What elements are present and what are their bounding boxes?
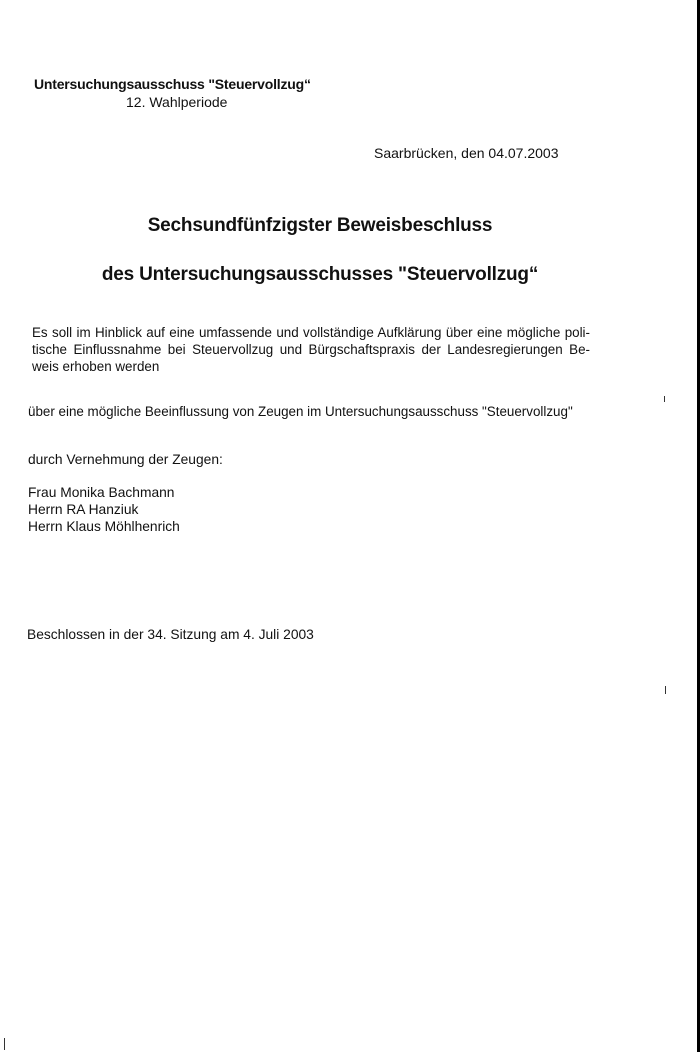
subject-line: über eine mögliche Beeinflussung von Zeugen im Untersuchungsausschuss "Steuervollzug" <box>28 404 573 419</box>
committee-name: Untersuchungsausschuss "Steuervollzug“ <box>34 76 311 92</box>
scan-mark <box>4 1038 5 1050</box>
witness-item: Herrn RA Hanziuk <box>28 502 139 517</box>
decision-note: Beschlossen in der 34. Sitzung am 4. Juli 2003 <box>27 627 314 642</box>
resolution-title: Sechsundfünfzigster Beweisbeschluss <box>147 215 493 236</box>
scan-mark <box>664 396 665 402</box>
date-line: Saarbrücken, den 04.07.2003 <box>374 145 559 161</box>
method-line: durch Vernehmung der Zeugen: <box>28 452 223 467</box>
resolution-subtitle: des Untersuchungsausschusses "Steuervollzug“ <box>101 264 539 285</box>
scan-mark <box>665 686 666 694</box>
election-period: 12. Wahlperiode <box>126 94 228 110</box>
witness-list <box>28 484 180 535</box>
witness-item: Herrn Klaus Möhlhenrich <box>28 519 180 534</box>
witness-item: Frau Monika Bachmann <box>28 485 175 500</box>
intro-paragraph: Es soll im Hinblick auf eine umfassende und vollständige Aufklärung über eine mögliche poli-tische Einflussnahme bei Steuervollzug und Bürgschaftspraxis der Landesregierungen Be-weis erhoben werden <box>32 325 590 374</box>
